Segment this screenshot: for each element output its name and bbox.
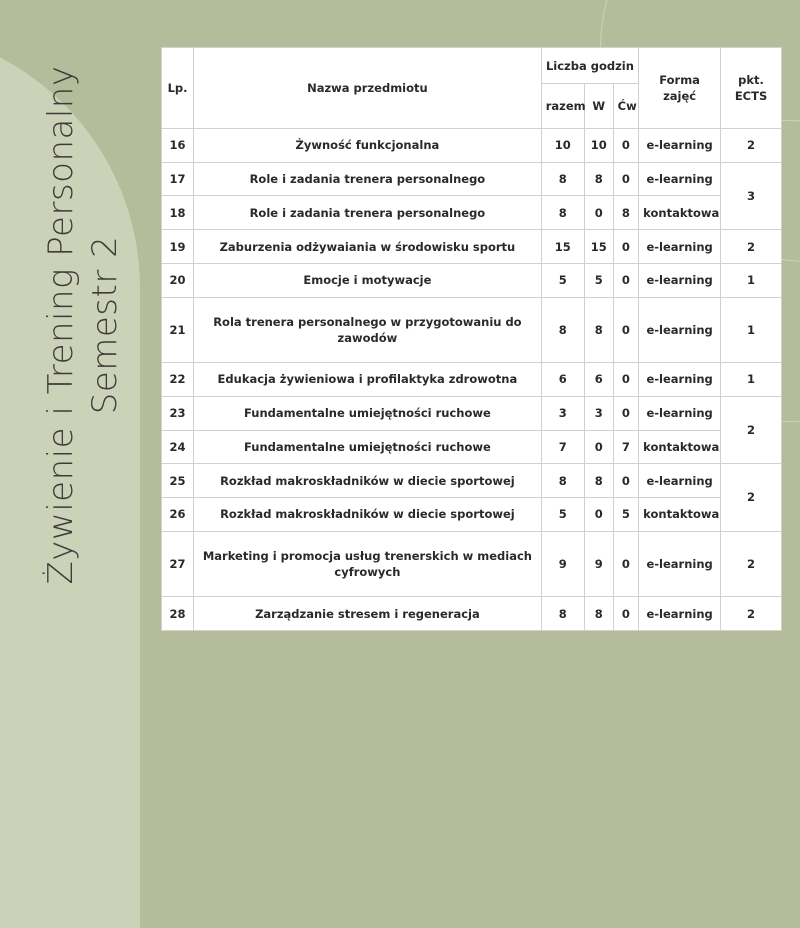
cell-w: 6 bbox=[584, 363, 613, 397]
cell-ects: 1 bbox=[721, 363, 782, 397]
cell-razem: 6 bbox=[541, 363, 584, 397]
header-nazwa: Nazwa przedmiotu bbox=[194, 48, 542, 129]
cell-w: 15 bbox=[584, 230, 613, 264]
cell-razem: 9 bbox=[541, 531, 584, 596]
header-forma: Forma zajęć bbox=[639, 48, 721, 129]
table-row bbox=[162, 196, 782, 230]
cell-lp: 26 bbox=[162, 497, 194, 531]
table-row bbox=[162, 297, 782, 362]
cell-w: 0 bbox=[584, 196, 613, 230]
cell-nazwa: Marketing i promocja usług trenerskich w mediach cyfrowych bbox=[194, 531, 542, 596]
cell-w: 8 bbox=[584, 162, 613, 196]
cell-forma: e-learning bbox=[639, 297, 721, 362]
cell-nazwa: Role i zadania trenera personalnego bbox=[194, 196, 542, 230]
cell-nazwa: Role i zadania trenera personalnego bbox=[194, 162, 542, 196]
cell-forma: e-learning bbox=[639, 597, 721, 631]
cell-forma: e-learning bbox=[639, 531, 721, 596]
cell-nazwa: Emocje i motywacje bbox=[194, 263, 542, 297]
header-w: W bbox=[584, 84, 613, 129]
cell-cw: 8 bbox=[613, 196, 638, 230]
cell-w: 10 bbox=[584, 129, 613, 163]
header-ects: pkt. ECTS bbox=[721, 48, 782, 129]
header-lp: Lp. bbox=[162, 48, 194, 129]
cell-ects: 1 bbox=[721, 263, 782, 297]
cell-nazwa: Rozkład makroskładników w diecie sportowej bbox=[194, 464, 542, 498]
cell-razem: 8 bbox=[541, 597, 584, 631]
page-title bbox=[28, 45, 138, 605]
table-row bbox=[162, 396, 782, 430]
table-row bbox=[162, 531, 782, 596]
cell-lp: 21 bbox=[162, 297, 194, 362]
cell-razem: 7 bbox=[541, 430, 584, 464]
cell-razem: 8 bbox=[541, 297, 584, 362]
cell-lp: 20 bbox=[162, 263, 194, 297]
cell-razem: 8 bbox=[541, 162, 584, 196]
cell-ects: 2 bbox=[721, 464, 782, 531]
cell-w: 9 bbox=[584, 531, 613, 596]
course-table bbox=[161, 47, 782, 631]
cell-nazwa: Żywność funkcjonalna bbox=[194, 129, 542, 163]
table-row bbox=[162, 230, 782, 264]
cell-nazwa: Zaburzenia odżywaiania w środowisku sportu bbox=[194, 230, 542, 264]
cell-lp: 18 bbox=[162, 196, 194, 230]
cell-ects: 2 bbox=[721, 230, 782, 264]
cell-forma: kontaktowa bbox=[639, 196, 721, 230]
cell-cw: 0 bbox=[613, 396, 638, 430]
cell-forma: e-learning bbox=[639, 464, 721, 498]
cell-razem: 5 bbox=[541, 263, 584, 297]
cell-forma: e-learning bbox=[639, 230, 721, 264]
cell-w: 0 bbox=[584, 497, 613, 531]
title-line-1: Żywienie i Trening Personalny bbox=[41, 65, 81, 585]
cell-razem: 8 bbox=[541, 464, 584, 498]
cell-cw: 0 bbox=[613, 531, 638, 596]
table-row bbox=[162, 162, 782, 196]
cell-lp: 25 bbox=[162, 464, 194, 498]
header-liczba-godzin: Liczba godzin bbox=[541, 48, 638, 84]
title-line-2: Semestr 2 bbox=[85, 235, 125, 415]
cell-forma: e-learning bbox=[639, 263, 721, 297]
cell-w: 3 bbox=[584, 396, 613, 430]
cell-razem: 8 bbox=[541, 196, 584, 230]
table-row bbox=[162, 464, 782, 498]
table-row bbox=[162, 263, 782, 297]
cell-w: 8 bbox=[584, 464, 613, 498]
cell-cw: 0 bbox=[613, 297, 638, 362]
cell-ects: 2 bbox=[721, 396, 782, 463]
cell-cw: 0 bbox=[613, 597, 638, 631]
cell-cw: 5 bbox=[613, 497, 638, 531]
cell-cw: 0 bbox=[613, 230, 638, 264]
cell-forma: e-learning bbox=[639, 396, 721, 430]
header-cw: Ćw bbox=[613, 84, 638, 129]
cell-lp: 24 bbox=[162, 430, 194, 464]
cell-nazwa: Fundamentalne umiejętności ruchowe bbox=[194, 430, 542, 464]
cell-razem: 3 bbox=[541, 396, 584, 430]
cell-lp: 22 bbox=[162, 363, 194, 397]
cell-ects: 3 bbox=[721, 162, 782, 229]
cell-lp: 23 bbox=[162, 396, 194, 430]
cell-nazwa: Edukacja żywieniowa i profilaktyka zdrowotna bbox=[194, 363, 542, 397]
table-row bbox=[162, 597, 782, 631]
cell-w: 0 bbox=[584, 430, 613, 464]
cell-nazwa: Zarządzanie stresem i regeneracja bbox=[194, 597, 542, 631]
cell-ects: 2 bbox=[721, 597, 782, 631]
cell-cw: 7 bbox=[613, 430, 638, 464]
cell-ects: 1 bbox=[721, 297, 782, 362]
cell-lp: 17 bbox=[162, 162, 194, 196]
cell-ects: 2 bbox=[721, 531, 782, 596]
cell-razem: 10 bbox=[541, 129, 584, 163]
table-row bbox=[162, 430, 782, 464]
cell-forma: e-learning bbox=[639, 363, 721, 397]
cell-ects: 2 bbox=[721, 129, 782, 163]
cell-lp: 16 bbox=[162, 129, 194, 163]
cell-razem: 15 bbox=[541, 230, 584, 264]
cell-nazwa: Rozkład makroskładników w diecie sportowej bbox=[194, 497, 542, 531]
cell-lp: 27 bbox=[162, 531, 194, 596]
cell-cw: 0 bbox=[613, 162, 638, 196]
table-row bbox=[162, 363, 782, 397]
cell-nazwa: Rola trenera personalnego w przygotowaniu do zawodów bbox=[194, 297, 542, 362]
cell-cw: 0 bbox=[613, 464, 638, 498]
cell-forma: e-learning bbox=[639, 129, 721, 163]
header-razem: razem bbox=[541, 84, 584, 129]
cell-cw: 0 bbox=[613, 129, 638, 163]
cell-cw: 0 bbox=[613, 263, 638, 297]
cell-w: 8 bbox=[584, 297, 613, 362]
cell-forma: kontaktowa bbox=[639, 497, 721, 531]
cell-w: 8 bbox=[584, 597, 613, 631]
cell-forma: kontaktowa bbox=[639, 430, 721, 464]
cell-forma: e-learning bbox=[639, 162, 721, 196]
cell-lp: 28 bbox=[162, 597, 194, 631]
table-row bbox=[162, 129, 782, 163]
cell-razem: 5 bbox=[541, 497, 584, 531]
cell-cw: 0 bbox=[613, 363, 638, 397]
cell-lp: 19 bbox=[162, 230, 194, 264]
table-row bbox=[162, 497, 782, 531]
cell-nazwa: Fundamentalne umiejętności ruchowe bbox=[194, 396, 542, 430]
cell-w: 5 bbox=[584, 263, 613, 297]
